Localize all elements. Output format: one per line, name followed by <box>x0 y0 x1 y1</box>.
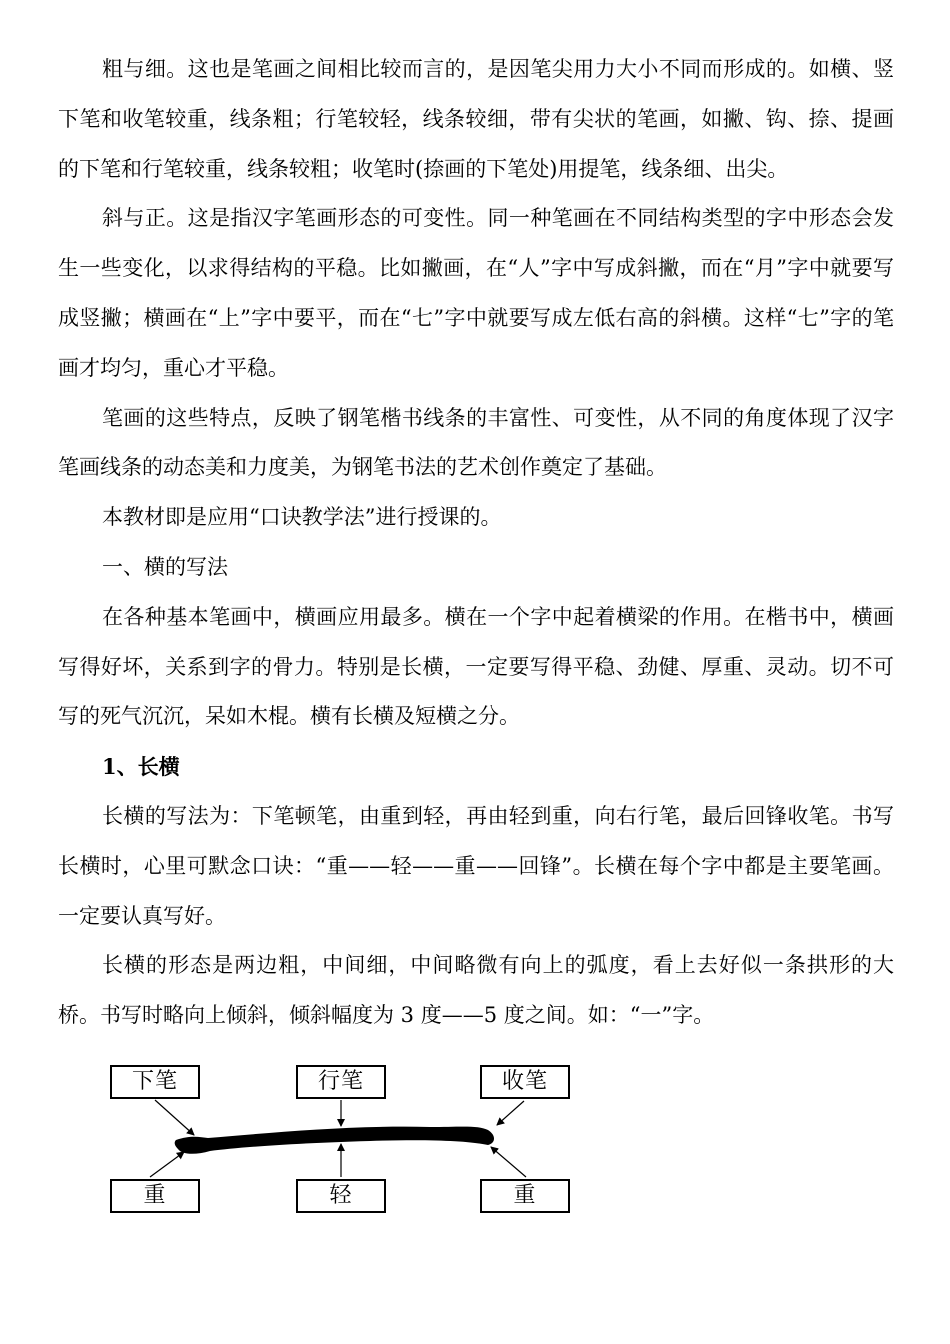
subheading-long-horizontal: 1、长横 <box>102 754 180 780</box>
paragraph-teaching-method: 本教材即是应用“口诀教学法”进行授课的。 <box>102 505 502 530</box>
arrow-zhong-right <box>491 1147 526 1177</box>
section-heading-horizontal: 一、横的写法 <box>102 554 228 579</box>
arrow-shoubi <box>497 1101 524 1125</box>
arrow-xiabi <box>155 1100 194 1135</box>
label-box-xingbi: 行笔 <box>296 1065 386 1099</box>
label-box-qing: 轻 <box>296 1179 386 1213</box>
paragraph-long-horizontal-method: 长横的写法为：下笔顿笔，由重到轻，再由轻到重，向右行笔，最后回锋收笔。书写长横时，心里可默念口诀：“重——轻——重——回锋”。长横在每个字中都是主要笔画。一定要认真写好。 <box>58 803 894 928</box>
label-box-zhong-left: 重 <box>110 1179 200 1213</box>
label-box-zhong-right: 重 <box>480 1179 570 1213</box>
paragraph-horizontal-intro: 在各种基本笔画中，横画应用最多。横在一个字中起着横梁的作用。在楷书中，横画写得好坏，关系到字的骨力。特别是长横，一定要写得平稳、劲健、厚重、灵动。切不可写的死气沉沉，呆如木棍。横有长横及短横之分。 <box>58 604 894 729</box>
paragraph-slant-upright: 斜与正。这是指汉字笔画形态的可变性。同一种笔画在不同结构类型的字中形态会发生一些变化，以求得结构的平稳。比如撇画，在“人”字中写成斜撇，而在“月”字中就要写成竖撇；横画在“上”字中要平，而在“七”字中就要写成左低右高的斜横。这样“七”字的笔画才均匀，重心才平稳。 <box>58 206 894 380</box>
long-horizontal-diagram <box>100 1055 580 1225</box>
brush-stroke-shape <box>175 1127 494 1154</box>
paragraph-stroke-features: 笔画的这些特点，反映了钢笔楷书线条的丰富性、可变性，从不同的角度体现了汉字笔画线条的动态美和力度美，为钢笔书法的艺术创作奠定了基础。 <box>58 405 894 480</box>
paragraph-thick-thin: 粗与细。这也是笔画之间相比较而言的，是因笔尖用力大小不同而形成的。如横、竖下笔和收笔较重，线条粗；行笔较轻，线条较细，带有尖状的笔画，如撇、钩、捺、提画的下笔和行笔较重，线条较粗；收笔时(捺画的下笔处)用提笔，线条细、出尖。 <box>58 57 894 181</box>
paragraph-long-horizontal-shape: 长横的形态是两边粗，中间细，中间略微有向上的弧度，看上去好似一条拱形的大桥。书写时略向上倾斜，倾斜幅度为 3 度——5 度之间。如：“一”字。 <box>58 953 894 1028</box>
body-text <box>58 45 894 1041</box>
label-box-xiabi: 下笔 <box>110 1065 200 1099</box>
label-box-shoubi: 收笔 <box>480 1065 570 1099</box>
arrow-zhong-left <box>150 1152 184 1177</box>
